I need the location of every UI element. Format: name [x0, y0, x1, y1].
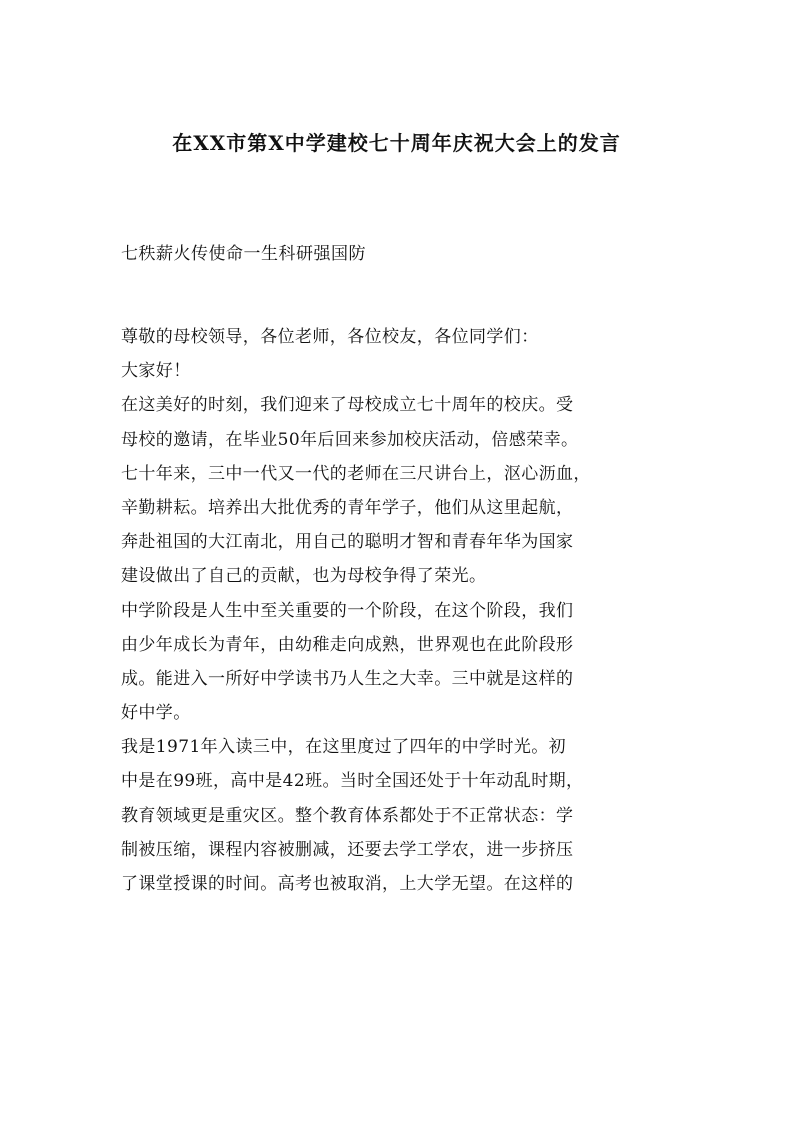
- body-line: 建设做出了自己的贡献，也为母校争得了荣光。: [121, 566, 487, 587]
- body-line: 辛勤耕耘。培养出大批优秀的青年学子，他们从这里起航，: [121, 497, 574, 518]
- body-line: 中是在99班，高中是42班。当时全国还处于十年动乱时期，: [121, 771, 584, 792]
- body-line: 七十年来，三中一代又一代的老师在三尺讲台上，沤心沥血，: [121, 463, 591, 484]
- body-line: 我是1971年入读三中，在这里度过了四年的中学时光。初: [121, 737, 567, 758]
- body-line: 尊敬的母校领导，各位老师，各位校友，各位同学们：: [121, 327, 539, 347]
- body-line: 好中学。: [121, 703, 191, 724]
- body-line: 在这美好的时刻，我们迎来了母校成立七十周年的校庆。受: [121, 395, 574, 416]
- body-line: 制被压缩，课程内容被删减，还要去学工学农，进一步挤压: [121, 839, 574, 860]
- body-line: 中学阶段是人生中至关重要的一个阶段，在这个阶段，我们: [121, 600, 574, 621]
- speech-body: [121, 320, 681, 901]
- body-line: 母校的邀请，在毕业50年后回来参加校庆活动，倍感荣幸。: [121, 429, 579, 450]
- body-line: 成。能进入一所好中学读书乃人生之大幸。三中就是这样的: [121, 668, 574, 689]
- body-line: 大家好！: [121, 361, 191, 382]
- body-line: 奔赴祖国的大江南北，用自己的聪明才智和青春年华为国家: [121, 532, 574, 553]
- body-line: 教育领域更是重灾区。整个教育体系都处于不正常状态：学: [121, 805, 574, 826]
- page-subtitle: 七秩薪火传使命一生科研强国防: [121, 244, 366, 264]
- body-line: 由少年成长为青年，由幼稚走向成熟，世界观也在此阶段形: [121, 634, 574, 655]
- body-line: 了课堂授课的时间。高考也被取消，上大学无望。在这样的: [121, 874, 574, 894]
- page-title: 在XX市第X中学建校七十周年庆祝大会上的发言: [172, 131, 621, 155]
